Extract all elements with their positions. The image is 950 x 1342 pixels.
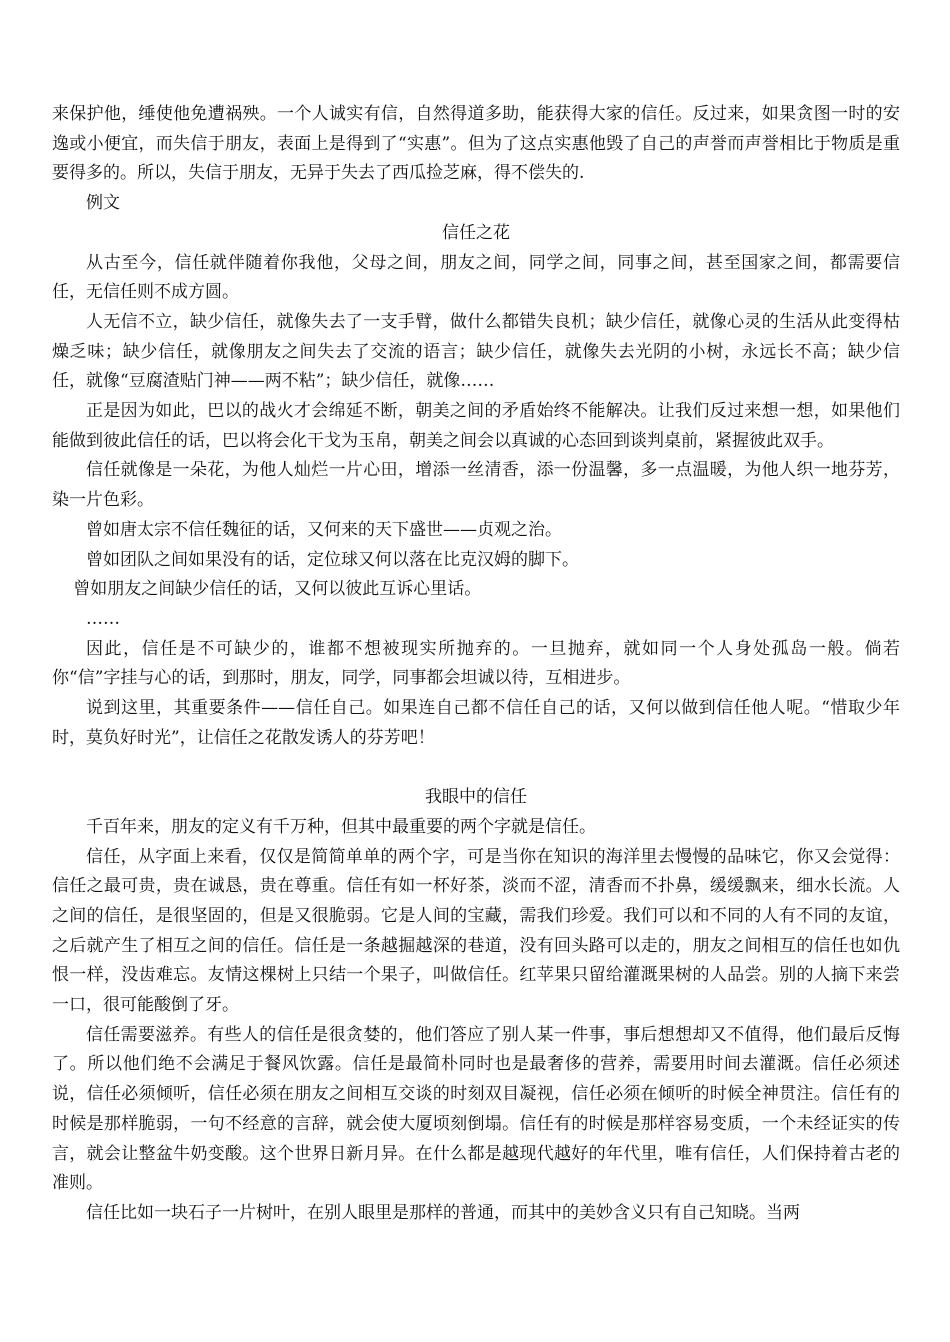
body-paragraph: 人无信不立，缺少信任，就像失去了一支手臂，做什么都错失良机；缺少信任，就像心灵的生活从此变得枯燥乏味；缺少信任，就像朋友之间失去了交流的语言；缺少信任，就像失去光阴的小树，永远长不高；缺少信任，就像“豆腐渣贴门神——两不粘”；缺少信任，就像…… [52, 311, 900, 392]
section-gap [52, 753, 900, 783]
body-paragraph: 曾如朋友之间缺少信任的话，又何以彼此互诉心里话。 [73, 579, 482, 600]
body-paragraph: 来保护他，缍使他免遭祸殃。一个人诚实有信，自然得道多助，能获得大家的信任。反过来，如果贪图一时的安逸或小便宜，而失信于朋友，表面上是得到了“实惠”。但为了这点实惠他毁了自己的声誉而声誉相比于物质是重要得多的。所以，失信于朋友，无异于失去了西瓜捡芝麻，得不偿失的. [52, 104, 900, 184]
essay-title: 信任之花 [442, 222, 510, 243]
body-paragraph: 曾如唐太宗不信任魏征的话，又何来的天下盛世——贞观之治。 [86, 519, 562, 540]
body-paragraph: 说到这里，其重要条件——信任自己。如果连自己都不信任自己的话，又何以做到信任他人呢。“惜取少年时，莫负好时光”，让信任之花散发诱人的芬芳吧！ [52, 698, 900, 748]
body-paragraph: 信任，从字面上来看，仅仅是简简单单的两个字，可是当你在知识的海洋里去慢慢的品味它，你又会觉得：信任之最可贵，贵在诚恳，贵在尊重。信任有如一杯好茶，淡而不涩，清香而不扑鼻，缓缓飘来，细水长流。人之间的信任，是很坚固的，但是又很脆弱。它是人间的宝藏，需我们珍爱。我们可以和不同的人有不同的友谊，之后就产生了相互之间的信任。信任是一条越掘越深的巷道，没有回头路可以走的，朋友之间相互的信任也如仇恨一样，没齿难忘。友情这棵树上只结一个果子，叫做信任。红苹果只留给灌溉果树的人品尝。别的人摘下来尝一口，很可能酸倒了牙。 [52, 846, 900, 1016]
body-paragraph: 曾如团队之间如果没有的话，定位球又何以落在比克汉姆的脚下。 [86, 549, 579, 570]
body-paragraph: 信任就像是一朵花，为他人灿烂一片心田，增添一丝清香，添一份温馨，多一点温暖，为他人织一地芬芳，染一片色彩。 [52, 460, 900, 511]
body-paragraph: 信任比如一块石子一片树叶，在别人眼里是那样的普通，而其中的美妙含义只有自己知晓。当两 [86, 1203, 800, 1223]
body-paragraph: 信任需要滋养。有些人的信任是很贪婪的，他们答应了别人某一件事，事后想想却又不值得，他们最后反悔了。所以他们绝不会满足于餐风饮露。信任是最简朴同时也是最奢侈的营养，需要用时间去灌溉。信任必须述说，信任必须倾听，信任必须在朋友之间相互交谈的时刻双目凝视，信任必须在倾听的时候全神贯注。信任有的时候是那样脆弱，一句不经意的言辞，就会使大厦顷刻倒塌。信任有的时候是那样容易变质，一个未经证实的传言，就会让整盆牛奶变酸。这个世界日新月异。在什么都是越现代越好的年代里，唯有信任，人们保持着古老的准则。 [52, 1024, 900, 1194]
body-paragraph: 因此，信任是不可缺少的，谁都不想被现实所抛弃的。一旦抛弃，就如同一个人身处孤岛一般。倘若你“信”字挂与心的话，到那时，朋友，同学，同事都会坦诚以待，互相进步。 [52, 638, 900, 689]
body-paragraph: 千百年来，朋友的定义有千万种，但其中最重要的两个字就是信任。 [86, 816, 596, 837]
section-label-example: 例文 [86, 193, 120, 214]
body-paragraph: 正是因为如此，巴以的战火才会绵延不断，朝美之间的矛盾始终不能解决。让我们反过来想一想，如果他们能做到彼此信任的话，巴以将会化干戈为玉帛，朝美之间会以真诚的心态回到谈判桌前，紧握彼此双手。 [52, 401, 900, 451]
ellipsis-line: …… [86, 608, 120, 629]
essay-title: 我眼中的信任 [425, 787, 527, 808]
body-paragraph: 从古至今，信任就伴随着你我他，父母之间，朋友之间，同学之间，同事之间，甚至国家之间，都需要信任，无信任则不成方圆。 [52, 252, 900, 303]
